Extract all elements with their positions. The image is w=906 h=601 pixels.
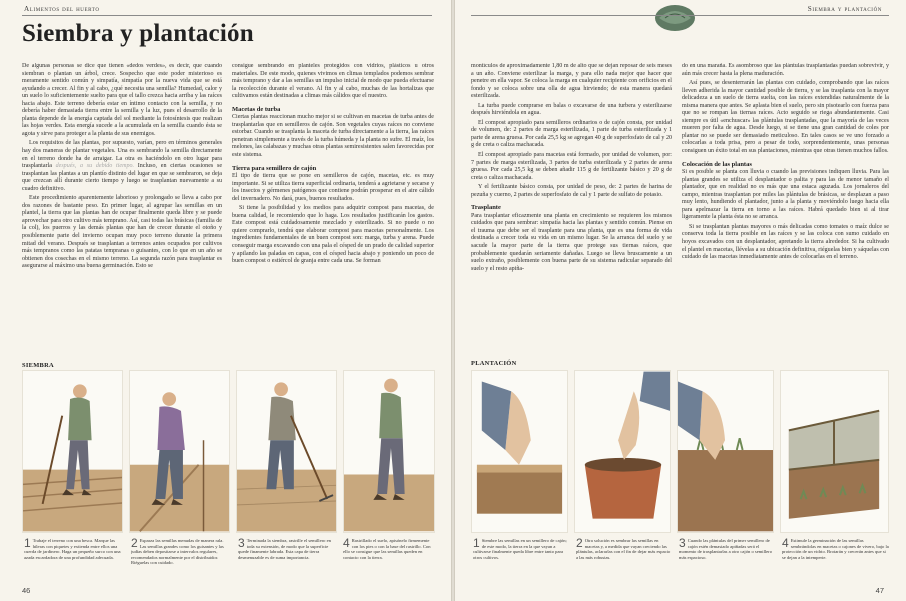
paragraph: Si es posible se planta con lluvia o cuando las previsiones indiquen lluvia. Para las plantas grandes se utiliza el desplantador o palita y para las de menor tamaño el plantador, que en realidad no es más que una estaca aguzada. Los jornaleros del campo, mientras trasplantan por miles las plántulas de brásicas, se desplazan a paso muy lento, hundiendo el plantador, junto a la planta y moviéndolo luego hacia ella para apelmazar la tierra en torno a las raíces. Habrá quedado bien si al tirar ligeramente la planta ésta no se arranca. [682,169,889,221]
figure-label: PLANTACIÓN [471,360,517,367]
paragraph: do en una maraña. Es asombroso que las plántulas trasplantadas puedan sobrevivir, y aún más crecer hasta la plena maduración. [682,63,889,77]
cold-frame-illustration [781,371,888,532]
caption-number: 3 [679,538,686,550]
caption-number: 1 [24,538,31,550]
caption-text: Estimule la germinación de las semillas sembrándolas en macetas o cajones de vivero, bajo la protección de un vidrio. Brotarán y crecerán antes que si se dejan a la intemperie. [782,538,889,560]
pot-thinning-illustration [575,371,670,532]
paragraph: Para trasplantar eficazmente una planta en crecimiento se requieren los mismos cuidados que para sembrar: simpatía hacia las plantas y sentido común. Piense en el trauma que debe ser el trasplante para una planta, que es una forma de vida destinada a crecer toda su vida en un mismo lugar. Se la arranca del suelo y se sacude la mayor parte de la tierra que protege sus tiernas raíces, que probablemente quedarán seriamente dañadas. Luego se lleva bruscamente a un suelo extraño, posiblemente con buena parte de su sistema radicular separado del suelo y el resto apiña- [471,212,672,272]
illustration-panel-8 [780,370,889,533]
illustration-panel-1 [22,370,123,533]
caption-number: 2 [131,538,138,550]
paragraph: De algunas personas se dice que tienen «dedos verdes», es decir, que cuando siembran o plantan un árbol, crece. Sospecho que este poder misterioso es meramente sentido común y simpatía, simpatía por la nueva vida que se está ayudando a crecer. Al fin y al cabo, ¿qué necesita una semilla? Humedad, calor y un suelo lo suficientemente suelto para que el tallo crezca hacia arriba y las raíces hacia abajo. Este terreno debería estar en íntimo contacto con la semilla, y no debería haber demasiada tierra entre la semilla y la luz, pues el desarrollo de la planta depende de la energía captada del sol mediante la fotosíntesis que realizan las hojas verdes. Esta energía sucede a la acumulada en la semilla cuando ésta se agota y sirve para proteger a la planta de sus enemigos. [22,63,222,137]
illustration-panel-5 [471,370,568,533]
text-column-3 [471,63,672,355]
page-number: 46 [22,586,31,595]
caption-4 [343,538,435,583]
caption-7 [679,538,776,583]
running-head-left: Alimentos del huerto [24,5,100,13]
text-column-4 [682,63,889,355]
section-heading: Tierra para semillero de cajón [232,164,317,172]
caption-number: 4 [343,538,350,550]
right-page [455,0,906,601]
illustration-panel-3 [236,370,337,533]
caption-number: 2 [576,538,583,550]
caption-number: 3 [238,538,245,550]
section-heading: Macetas de turba [232,105,281,113]
caption-text: Siembre las semillas en un semillero de cajón; de este modo, la tierra en la que vayan a cultivarse finalmente queda libre entre tanto para otros cultivos. [473,538,567,560]
section-heading: Colocación de las plantas [682,160,752,168]
paragraph: Si tiene la posibilidad y los medios para adquirir compost para macetas, de buena calidad, le recomiendo que lo haga. Los resultados justificarán los gastos. Este compost está cuidadosamente mezclado y esterilizado. Si no puede o no quiere comprarlo, tendrá que elaborar compost para macetas personalmente. Los ingredientes fundamentales de un buen compost son: marga, turba y arena. Puede conseguir marga excavando con una pala el césped de un prado de calidad superior y apilando las paladas en capas, con el césped hacia abajo y poniendo un poco de buen compost o estiércol de granja entre cada una. Se forman [232,205,434,265]
paragraph-text: Incluso, en ciertas ocasiones se trasplantan las plantas a un plantío distinto del lugar en que se sembraron, se deja que crezcan allí durante cierto tiempo y luego se trasplantan nuevamente a su cuadro definitivo. [22,163,222,192]
caption-1 [24,538,124,583]
paragraph: El tipo de tierra que se pone en semilleros de cajón, macetas, etc. es muy importante. Si se utiliza tierra superficial ordinaria, tenderá a agrietarse y secarse y los insectos y gérmenes patógenos que contiene podrán prosperar en el aire cálido del invernadero. No dará, pues, buenos resultados. [232,173,434,202]
paragraph: Este procedimiento aparentemente laborioso y prolongado se lleva a cabo por dos razones de bastante peso. En primer lugar, al agrupar las semillas en un plantel, la tierra que las plantas han de ocupar finalmente queda libre y se puede aprovechar para otro cultivo más temprano. Así, casi todas las brásicas (familia de la col), los puerros y las demás plantas que han de crecer durante el otoño y posiblemente parte del invierno ocupan muy poco terreno durante la primera mitad del verano. Después se trasplantan a terrenos antes ocupados por cultivos más tempranos como las patatas tempranas o guisantes, con lo que en un año se obtienen dos cosechas en el mismo terreno. La segunda razón para trasplantar es asegurarse al máximo una buena germinación. Esto se [22,195,222,270]
faded-text: después, a su debido tiempo. [55,163,135,170]
paragraph: Y el fertilizante básico consta, por unidad de peso, de: 2 partes de harina de pezuña y cuerno, 2 partes de superfosfato de cal y 1 parte de sulfato de potasio. [471,184,672,198]
paragraph: El compost apropiado para macetas está formado, por unidad de volumen, por: 7 partes de marga esterilizada, 3 partes de turba esterilizada y 2 partes de arena gruesa. Por cada 25,5 kg se deben añadir 115 g de fertilizante básico y 20 g de creta o caliza machacada. [471,152,672,181]
text-column-1 [22,63,222,355]
caption-text: Rastrillado el suelo, apisónelo firmemente con los pies o con la base del rastrillo. Con ello se consigue que las semillas queden en contacto con la tierra. [343,538,431,560]
caption-text: Esparza las semillas menudas de manera rala. Las semillas grandes como los guisantes y las judías deben depositarse a intervalos regulares, recomendados normalmente por el distribuidor. Riéguelas con cuidado. [131,538,224,565]
caption-8 [782,538,889,583]
seedling-transplant-illustration [678,371,773,532]
caption-text: Otra solución es sembrar las semillas en macetas y, a medida que vayan creciendo las plántulas, aclararlas con el fin de dejar más espacio a las más robustas. [576,538,671,560]
paragraph: Si se trasplantan plantas mayores o más delicadas como tomates o maíz dulce se conserva toda la tierra posible en las raíces y se las coloca con sumo cuidado en hoyos excavados con un desplantador, apretando la tierra alrededor. Si ha cultivado el plantel en macetas, llévelas a su ubicación definitiva, riéguelas bien y sáquelas con cuidado de las macetas inmediatamente antes de colocarlas en el terreno. [682,223,889,261]
caption-number: 1 [473,538,480,550]
page-number: 47 [875,586,884,595]
caption-3 [238,538,338,583]
illustration-panel-7 [677,370,774,533]
paragraph: Así pues, se desenterrarán las plantas con cuidado, comprobando que las raíces lleven adherida la mayor cantidad posible de tierra, y se las trasplanta con la mayor delicadeza a un suelo de tierra suelta, con las raíces extendidas naturalmente de la misma manera que antes. Se aplasta bien el suelo, pero sin pisotearlo con fuerza para que no se rompan las tiernas raíces. Acto seguido se riega abundantemente. Casi siempre es útil «enchuscar» las plántulas trasplantadas, que la mayoría de las veces mueren por falta de agua. Desde luego, si se tiene una gran cantidad de coles por plantar no se puede ser demasiado meticuloso. En tales casos se ve uno forzado a colocarlas a toda prisa, pero a pesar de todo, sorprendentemente, unas personas consiguen un éxito total en sus plantaciones, mientras que otras tienen muchos fallos. [682,80,889,155]
gardener-sowing-illustration [130,371,229,532]
paragraph: Ciertas plantas reaccionan mucho mejor si se cultivan en macetas de turba antes de trasplantarlas que en semilleros de cajón. Son vegetales cuyas raíces no conviene estorbar. Cuando se trasplanta la maceta de turba directamente a la tierra, las raíces penetran simplemente a través de la turba húmeda y la planta no sufre. El maíz, los melones, las calabazas y muchas otras plantas semiresistentes salen favorecidas por este sistema. [232,114,434,159]
caption-text: Cuando las plántulas del primer semillero de cajón estén demasiado apiñadas será el momento de trasplantarlas a otro cajón o semillero más espacioso. [679,538,772,560]
running-head-right: Siembra y plantación [807,5,882,13]
figure-label: SIEMBRA [22,362,54,369]
paragraph: montículos de aproximadamente 1,80 m de alto que se dejan reposar de seis meses a un año. Conviene esterilizar la marga, y para ello nada mejor que hacer que penetre en ella vapor. Se coloca la marga en cualquier recipiente con orificios en el fondo y se coloca sobre una olla de agua hirviendo; de esta manera quedará esterilizada. [471,63,672,100]
paragraph [22,140,222,193]
gardener-treading-illustration [344,371,434,532]
seed-tray-sowing-illustration [472,371,567,532]
paragraph: consigue sembrando en planteles protegidos con vidrios, plásticos u otros materiales. De este modo, quienes vivimos en climas templados podemos sembrar más temprano y dar a las semillas un impulso inicial de modo que pueda efectuarse la recolección durante el verano. Al fin y al cabo, muchas de las hortalizas que cultivamos están destinadas a climas más cálidos que el nuestro. [232,63,434,100]
gardener-hoeing-illustration [23,371,122,532]
left-page [0,0,451,601]
caption-5 [473,538,570,583]
caption-6 [576,538,673,583]
header-rule [471,15,889,16]
paragraph: La turba puede comprarse en balas o excavarse de una turbera y esterilizarse después hirviéndola en agua. [471,102,672,117]
caption-text: Terminada la siembra, rastrille el semillero en toda su extensión, de modo que la superficie quede finamente labrada. Esta capa de tierra desmenuzable es de suma importancia. [238,538,331,560]
section-heading: Trasplante [471,204,501,212]
paragraph: El compost apropiado para semilleros ordinarios o de cajón consta, por unidad de volumen, de: 2 partes de marga esterilizada, 1 parte de turba esterilizada y 1 parte de arena gruesa. Por cada 25,5 kg se agregan 40 g de superfosfato de cal y 20 g de creta o caliza machacada. [471,119,672,149]
caption-text: Trabaje el terreno con una besca. Marque las hileras con piquetes y extienda entre ellos una cuerda de jardinero. Haga un pequeño surco con una azada escardadora de una profundidad adecuada. [24,538,121,560]
header-rule [22,15,432,16]
caption-2 [131,538,231,583]
cabbage-emblem-icon [651,0,699,34]
paragraph-text: Los requisitos de las plantas, por supuesto, varían, pero en términos generales hay dos maneras de plantar vegetales. Una es sembrando la semilla directamente en el terreno donde ha de arraigar. La otra es haciéndolo en otro lugar para trasplantarla [22,140,222,170]
page-title: Siembra y plantación [22,20,254,47]
text-column-2 [232,63,434,355]
illustration-panel-4 [343,370,435,533]
gardener-raking-illustration [237,371,336,532]
caption-number: 4 [782,538,789,550]
illustration-panel-6 [574,370,671,533]
illustration-panel-2 [129,370,230,533]
